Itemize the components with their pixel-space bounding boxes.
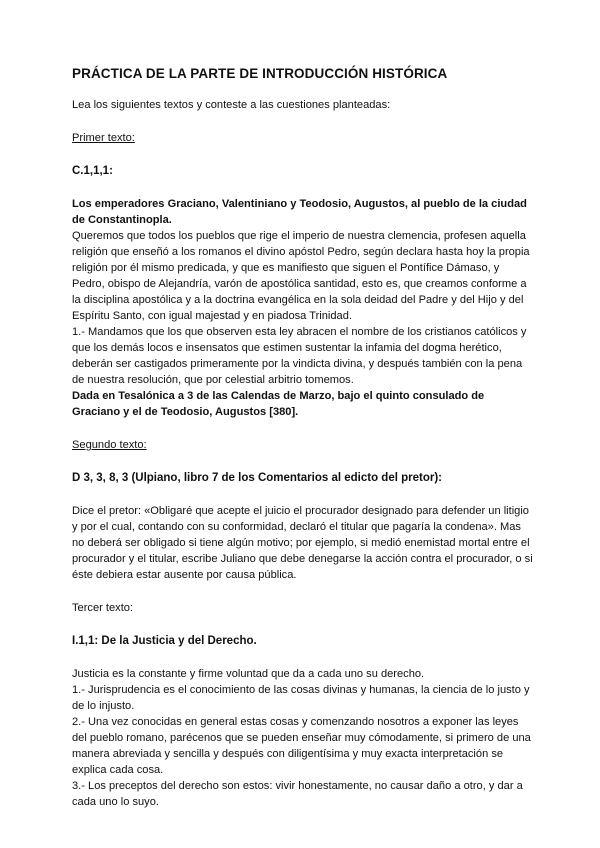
text1-paragraph: Queremos que todos los pueblos que rige el imperio de nuestra clemencia, profesen aquella religión que enseñó a los romanos el divino apóstol Pedro, según declara hasta hoy la propia religión por él mismo predicada, y que es manifiesto que siguen el Pontífice Dámaso, y Pedro, obispo de Alejandría, varón de apostólica santidad, esto es, que creamos conforme a la disciplina apostólica y a la doctrina evangélica en la sola deidad del Padre y del Hijo y del Espíritu Santo, con igual majestad y en piadosa Trinidad. [72, 230, 530, 322]
text1-closing: Dada en Tesalónica a 3 de las Calendas de Marzo, bajo el quinto consulado de Graciano y el de Teodosio, Augustos [380]. [72, 390, 485, 418]
text2-label: Segundo texto: [72, 439, 147, 451]
text2-reference: D 3, 3, 8, 3 (Ulpiano, libro 7 de los Comentarios al edicto del pretor): [72, 472, 442, 484]
text1-heading: Los emperadores Graciano, Valentiniano y Teodosio, Augustos, al pueblo de la ciudad de Constantinopla. [72, 198, 527, 226]
text2-body: Dice el pretor: «Obligaré que acepte el juicio el procurador designado para defender un litigio y por el cual, contando con su conformidad, declaró el titular que pagaría la condena». Mas no deberá ser obligado si tiene algún motivo; por ejemplo, si medió enemistad mortal entre el procurador y el titular, escribe Juliano que debe denegarse la acción contra el procurador, o si éste debiera estar ausente por causa pública. [72, 505, 533, 581]
document-title: PRÁCTICA DE LA PARTE DE INTRODUCCIÓN HISTÓRICA [72, 66, 448, 81]
text3-paragraph-3: 3.- Los preceptos del derecho son estos: vivir honestamente, no causar daño a otro, y dar a cada uno lo suyo. [72, 780, 523, 808]
text3-definition: Justicia es la constante y firme voluntad que da a cada uno su derecho. [72, 668, 425, 680]
text3-paragraph-1: 1.- Jurisprudencia es el conocimiento de las cosas divinas y humanas, la ciencia de lo justo y de lo injusto. [72, 684, 530, 712]
instructions: Lea los siguientes textos y conteste a las cuestiones planteadas: [72, 99, 391, 111]
text3-reference: I.1,1: De la Justicia y del Derecho. [72, 635, 257, 647]
document-page [72, 66, 534, 810]
text1-label: Primer texto: [72, 132, 135, 144]
text1-paragraph-1: 1.- Mandamos que los que observen esta ley abracen el nombre de los cristianos católicos y que los demás locos e insensatos que estimen sustentar la infamia del dogma herético, deberán ser castigados primeramente por la vindicta divina, y después también con la pena de nuestra resolución, que por celestial arbitrio tomemos. [72, 326, 527, 386]
text3-paragraph-2: 2.- Una vez conocidas en general estas cosas y comenzando nosotros a exponer las leyes del pueblo romano, parécenos que se pueden enseñar muy cómodamente, si primero de una manera abreviada y sencilla y después con diligentísima y muy exacta interpretación se explica cada cosa. [72, 716, 531, 776]
text3-label: Tercer texto: [72, 602, 134, 614]
text1-reference: C.1,1,1: [72, 165, 113, 177]
